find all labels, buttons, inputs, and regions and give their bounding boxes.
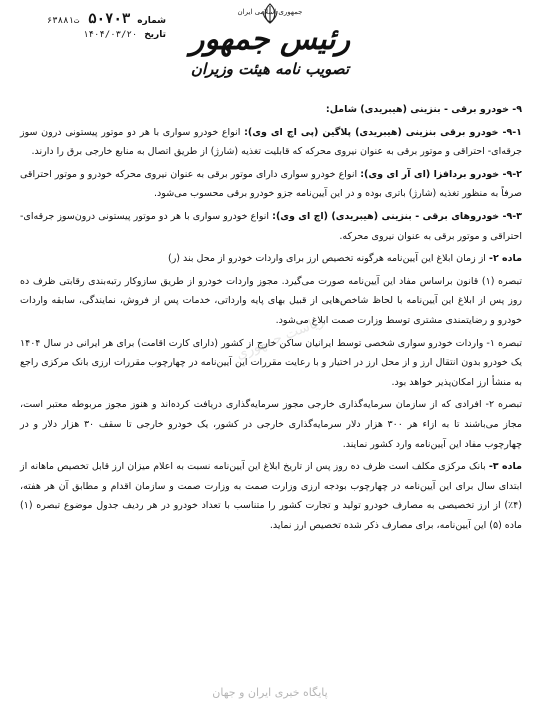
article-3-text: بانک مرکزی مکلف است ظرف ده روز پس از تاریخ ابلاغ این آیین‌نامه نسبت به اعلام میزان ارز قابل تخصیص ماهانه از ابتدای سال برای این آیین‌نامه در چهارچوب بودجه ارزی وزارت صمت به وزارت صمت و سازمان اقدام و مطابق آن هر هفته، (۴٪) از ارز تخصیصی به مصارف خودرو تولید و تجارت کشور را متناسب با تعداد خودرو در هر ردیف جدول موضوع تبصره (۱) ماده (۵) این آیین‌نامه، برای مصارف ذکر شده تخصیص ارز نماید. xyxy=(20,461,522,531)
section-9-2-text: انواع خودرو سواری دارای موتور برقی به عنوان نیروی محرکه خودرو و موتور احتراقی صرفاً به منظور تغذیه (شارژ) باتری بوده و در این آیین‌نامه جزو خودرو برقی محسوب می‌شود. xyxy=(20,168,522,200)
tabsare-2-text: تبصره ۲- افرادی که از سازمان سرمایه‌گذاری خارجی مجوز سرمایه‌گذاری دریافت کرده‌اند و هنوز مجوز مربوطه معتبر است، مجاز می‌باشند تا به ازاء هر ۳۰۰ هزار دلار سرمایه‌گذاری خارجی در کشور، یک خودرو خارجی تا سقف ۳۰ هزار دلار و در چهارچوب مفاد این آیین‌نامه وارد کشور نمایند. xyxy=(20,399,522,450)
watermark: ریاست جمهوری xyxy=(233,313,327,363)
article-2-text: از زمان ابلاغ این آیین‌نامه هرگونه تخصیص ارز برای واردات خودرو از محل بند (ر) xyxy=(167,253,486,265)
decree-number: ۵۰۷۰۳ xyxy=(88,11,131,27)
section-9-2-heading: ۹-۲- خودرو بردافزا (ای آر ای وی): xyxy=(360,168,522,180)
section-9-3-heading: ۹-۳- خودروهای برقی - بنزینی (هیبریدی) (اچ ای وی): xyxy=(272,210,522,222)
decree-body xyxy=(20,100,522,700)
letterhead xyxy=(0,0,541,100)
section-9-3-text: انواع خودرو سواری با هر دو موتور پیستونی درون‌سوز جرقه‌ای- احتراقی و موتور برقی به عنوان نیروی محرکه. xyxy=(20,210,522,242)
section-9-1 xyxy=(20,123,522,162)
reference-block xyxy=(6,12,166,42)
note-1-paragraph xyxy=(20,272,522,331)
tabsare-1-text: تبصره ۱- واردات خودرو سواری شخصی توسط ایرانیان ساکن خارج از کشور (دارای کارت اقامت) برای هر ایرانی در سال ۱۴۰۴ یک خودرو بدون انتقال ارز و از محل ارز در اختیار و با رعایت مقررات این آیین‌نامه در چهارچوب مقررات ارزی بانک مرکزی راجع به منشأ ارز امکان‌پذیر خواهد بود. xyxy=(20,337,522,388)
tabsare-2 xyxy=(20,395,522,454)
note-1-text: تبصره (۱) قانون براساس مفاد این آیین‌نامه صورت می‌گیرد. مجوز واردات خودرو از طریق سازوکار رتبه‌بندی رقابتی ظرف ده روز پس از ابلاغ این آیین‌نامه با لحاظ شاخص‌هایی از قبیل بهای پایه وارداتی، خدمات پس از فروش، نمایندگی، سابقه واردات خودرو و رضایتمندی مشتری توسط وزارت صمت ابلاغ می‌شود. xyxy=(20,275,522,326)
republic-label: جمهوری اسلامی ایران xyxy=(237,8,303,16)
tabsare-1 xyxy=(20,334,522,393)
section-9-1-heading: ۹-۱- خودرو برقی بنزینی (هیبریدی) پلاگین (پی اچ ای وی): xyxy=(244,126,522,138)
board-title: تصویب نامه هیئت وزیران xyxy=(190,60,350,78)
article-2-heading: ماده ۲- xyxy=(488,253,522,265)
section-9-title xyxy=(20,100,522,120)
article-2 xyxy=(20,249,522,269)
section-9-heading: ۹- خودرو برقی - بنزینی (هیبریدی) شامل: xyxy=(325,104,522,115)
source-watermark: پایگاه خبری ایران و جهان xyxy=(212,686,328,699)
decree-date: ۱۴۰۴/۰۳/۲۰ xyxy=(83,30,138,40)
section-9-3 xyxy=(20,207,522,246)
date-label: تاریخ xyxy=(144,30,166,40)
number-row xyxy=(6,12,166,28)
president-title: رئیس جمهور xyxy=(189,22,351,57)
article-3 xyxy=(20,457,522,535)
reference-code: ت۶۳۸۸۱ xyxy=(46,16,80,26)
date-row xyxy=(6,28,166,42)
section-9-1-text: انواع خودرو سواری با هر دو موتور پیستونی درون سوز جرقه‌ای- احتراقی و موتور برقی به عنوان نیروی محرکه که قابلیت تغذیه (شارژ) از طریق اتصال به منابع خارجی برق را دارند. xyxy=(20,126,522,158)
article-3-heading: ماده ۳- xyxy=(488,461,522,473)
number-label: شماره xyxy=(137,16,166,26)
section-9-2 xyxy=(20,165,522,204)
